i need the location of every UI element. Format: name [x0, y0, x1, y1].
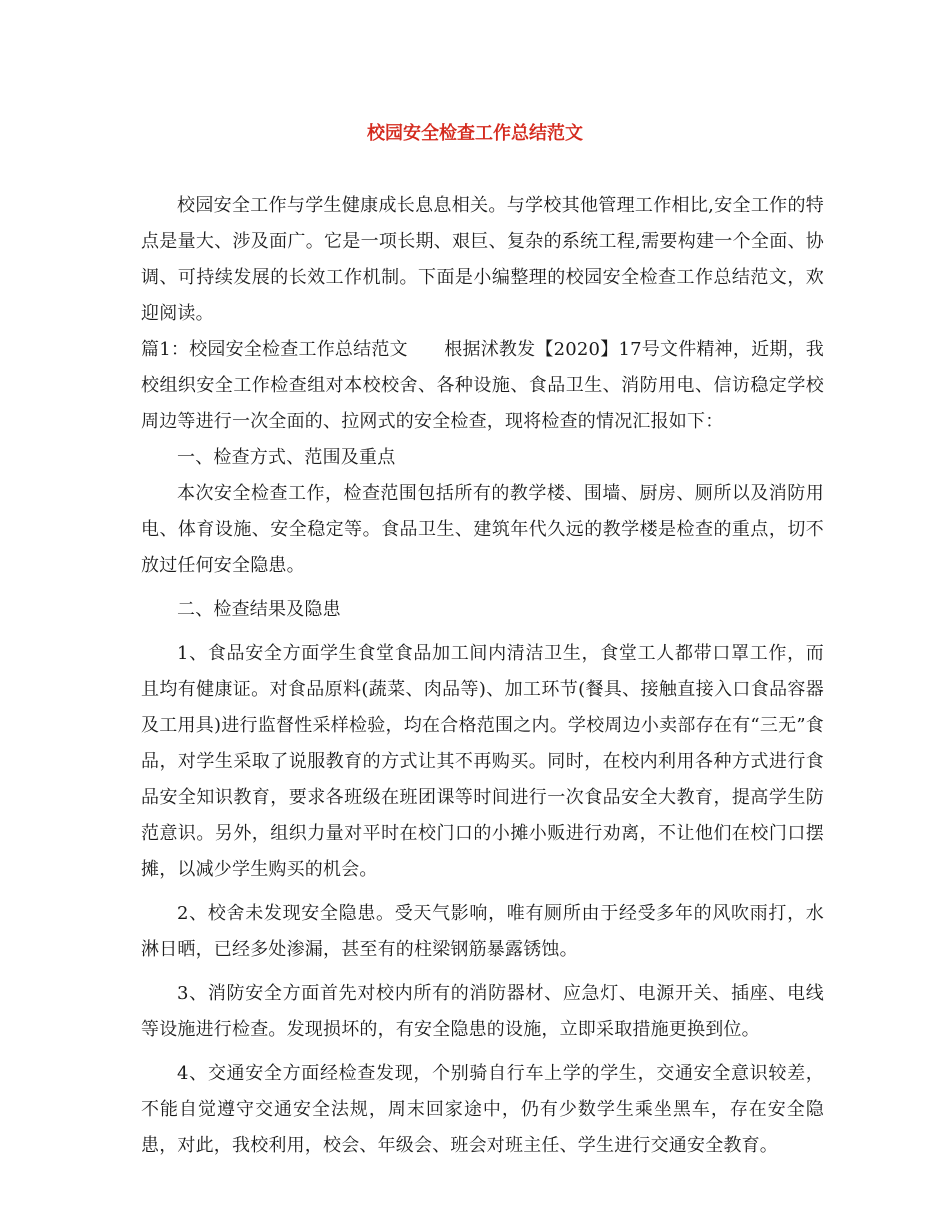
item-4-paragraph: 4、交通安全方面经检查发现，个别骑自行车上学的学生，交通安全意识较差，不能自觉遵守交通安全法规，周末回家途中，仍有少数学生乘坐黑车，存在安全隐患，对此，我校利用，校会、年级会、班会对班主任、学生进行交通安全教育。	[141, 1063, 824, 1156]
section-heading-2: 二、检查结果及隐患	[177, 599, 341, 620]
section-heading-1: 一、检查方式、范围及重点	[177, 447, 396, 468]
intro-paragraph: 校园安全工作与学生健康成长息息相关。与学校其他管理工作相比,安全工作的特点是量大、涉及面广。它是一项长期、艰巨、复杂的系统工程,需要构建一个全面、协调、可持续发展的长效工作机制。下面是小编整理的校园安全检查工作总结范文，欢迎阅读。	[141, 195, 824, 324]
item-1-paragraph: 1、食品安全方面学生食堂食品加工间内清洁卫生，食堂工人都带口罩工作，而且均有健康证。对食品原料(蔬菜、肉品等)、加工环节(餐具、接触直接入口食品容器及工用具)进行监督性采样检验，均在合格范围之内。学校周边小卖部存在有“三无”食品，对学生采取了说服教育的方式让其不再购买。同时，在校内利用各种方式进行食品安全知识教育，要求各班级在班团课等时间进行一次食品安全大教育，提高学生防范意识。另外，组织力量对平时在校门口的小摊小贩进行劝离，不让他们在校门口摆摊，以减少学生购买的机会。	[141, 643, 824, 880]
section-1-paragraph: 本次安全检查工作，检查范围包括所有的教学楼、围墙、厨房、厕所以及消防用电、体育设施、安全稳定等。食品卫生、建筑年代久远的教学楼是检查的重点，切不放过任何安全隐患。	[141, 483, 824, 576]
item-3-paragraph: 3、消防安全方面首先对校内所有的消防器材、应急灯、电源开关、插座、电线等设施进行检查。发现损坏的，有安全隐患的设施，立即采取措施更换到位。	[141, 983, 824, 1040]
article-1-paragraph: 篇1：校园安全检查工作总结范文 根据沭教发【2020】17号文件精神，近期，我校组织安全工作检查组对本校校舍、各种设施、食品卫生、消防用电、信访稳定学校周边等进行一次全面的、拉网式的安全检查，现将检查的情况汇报如下：	[141, 339, 824, 432]
document-title: 校园安全检查工作总结范文	[367, 123, 583, 144]
item-2-paragraph: 2、校舍未发现安全隐患。受天气影响，唯有厕所由于经受多年的风吹雨打，水淋日晒，已经多处渗漏，甚至有的柱梁钢筋暴露锈蚀。	[141, 903, 824, 960]
document-body	[141, 188, 824, 1164]
